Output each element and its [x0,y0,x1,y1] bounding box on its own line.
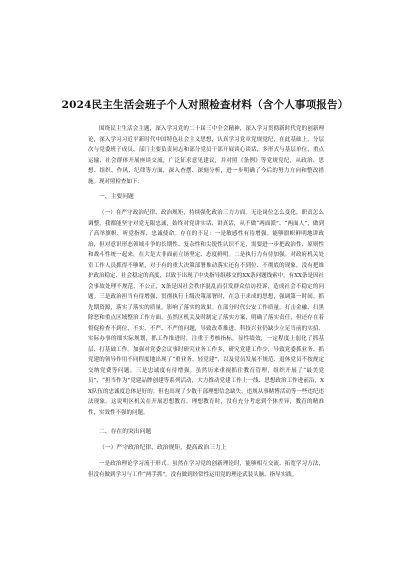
subsection1-paragraph: 一是政治理论学习流于形式。虽然在学习党的创新理论时，能够相互交流、拓宽学习方法，但没有做到学习与工作“两手抓”，没有做到经常性运用党的理论武装头脑、指导实践。 [88,461,324,478]
section2-heading: 二、存在的突出问题 [99,429,152,435]
intro-paragraph: 围绕民主生活会主题，深入学习党的二十届三中全会精神，深入学习贯彻新时代党的创新理论，深入学习习近平新时代中国特色社会主义思想，认真学习党章党规党纪，在此基础上，分层次与党委班子成员、部门主要负责同志和部分党员干部开展谈心谈话，多形式与基层单位、重点运输、社会群体开展座谈交流，广泛征求意见建议，并对照《条例》等党规党纪，从政治、思想、组织、作风、纪律等方面，深入查摆、深刻分析，进一步明确了今后的努力方向和整改措施。现对照检查如下： [88,126,324,185]
section1-heading: 一、主要问题 [99,194,134,200]
section1-paragraph: （一）在严守政治纪律、政治规矩，持续强化政治三力方面。无论岗位怎么变化，职责怎么调整，我都能坚守对党无限忠诚，始终对党讲实话、讲真话，从不做“两面派”、“两面人”，做到了高举旗帜、听党指挥、忠诚使命。存在的不足：一是敏感性有待增强。能够旗帜鲜明地讲政治，但对意识形态领域斗争的长期性、复杂性和尖锐性认识不足，需要进一步把政治性、原则性和战斗性统一起来，在大是大非面前立场坚定、态度鲜明。二是执行力有待加强。对政府机关处室工作人员抓得不够紧，对于有的重大决策部署推动落实还有不到位、不彻底的现象，没有把维护政治稳定、社会稳定的高度，以致于出现了中央指导组移交的XX条问题线索中，有XX条是因社会事故处理不规范、不公正，X条是因社会秩序混乱而引发群众信访投诉，造成社会不稳定的问题。三是政治担当有待增强，贯彻执行上级决策部署时，在急于求成的思想，强调第一时间、抓先期资源，落实了落实的质量，影响了落实的效果。在部分时代公安工作质量，打击金融、扫黑除恶和重点区域整治工作方面，虽然区机关及时制定了落实方案，明确了落实责任，但还存在着督促检查不到位、不实、不严、不严的问题，导致改革推进、科技兴业仍缺少立足当前的实招、实际办事的细实际规划，抓工作推进时，注重于考核指标，显性绩效，一定程度上弱化了抓基层、打基础工作。加强对党委会议事时研究业务工作多，研究党建工作少，导致党委抓业务、抓党建的领导作用不同程度地出现了“重业务、轻党建”，以及党员发展不规范、退休党员不按规定交纳党费等问题。三是忠诚度有待增强。虽然历来重视抓住教育管理，组织开展了“最美党员”、“担当作为”党建品牌创建等系列活动，大力推动党建工作上一线、思想政治工作进前沿，XX队伍的忠诚度总体是好的。但也出现了少数干部理想信念缺失，违规从事赌博活动等一些违纪违法现象。这说明区机关在开展思想教育、理想教育时，没有充分考虑到个体差异，教育的精准性、实效性不强的问题。 [88,210,324,416]
subsection1-heading: （一）严守政治纪律、政治规矩，提高政治三力上 [99,445,227,451]
document-body [88,124,324,480]
document-title: 2024民主生活会班子个人对照检查材料（含个人事项报告） [61,99,349,111]
